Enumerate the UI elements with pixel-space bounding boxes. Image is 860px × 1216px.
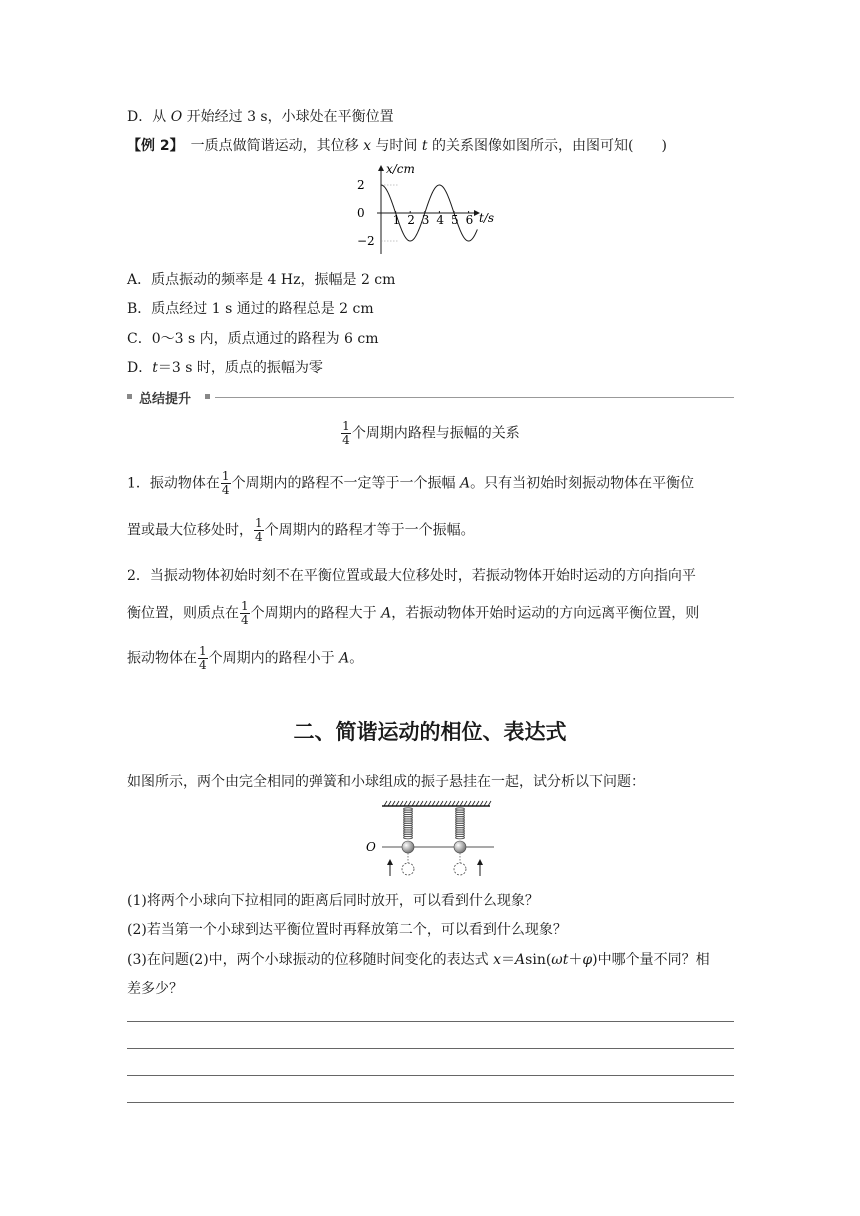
x-tick-label: 6 <box>465 213 474 227</box>
prev-option-d: D．从 O 开始经过 3 s，小球处在平衡位置 <box>127 109 394 125</box>
displacement-time-graph <box>355 158 510 258</box>
answer-line <box>127 1075 734 1076</box>
y-tick-label: −2 <box>357 234 375 248</box>
section-intro: 如图所示，两个由完全相同的弹簧和小球组成的振子悬挂在一起，试分析以下问题： <box>127 774 645 790</box>
x-tick-label: 1 <box>392 213 401 227</box>
spring-coil <box>456 836 465 838</box>
summary-point-2-cont: 衡位置，则质点在 $\frac{1}{4}$ 个周期内的路程大于 A，若振动物体开始时运动的方向远离平衡位置，则 <box>127 599 700 627</box>
summary-heading: $\frac{1}{4}$ 个周期内路程与振幅的关系 <box>342 419 520 447</box>
example-2-stem: 【例 2】 一质点做简谐运动，其位移 x 与时间 t 的关系图像如图所示，由图可知( ) <box>127 138 667 154</box>
question-2: (2)若当第一个小球到达平衡位置时再释放第二个，可以看到什么现象？ <box>127 922 567 938</box>
question-3: (3)在问题(2)中，两个小球振动的位移随时间变化的表达式 x＝Asin(ωt＋φ)中哪个量不同？相 <box>127 952 710 968</box>
summary-point-2-end: 振动物体在 $\frac{1}{4}$ 个周期内的路程小于 A。 <box>127 644 364 672</box>
question-1: (1)将两个小球向下拉相同的距离后同时放开，可以看到什么现象？ <box>127 893 539 909</box>
option-a: A．质点振动的频率是 4 Hz，振幅是 2 cm <box>127 272 396 288</box>
x-tick-label: 2 <box>407 213 415 227</box>
y-tick-label: 0 <box>357 206 365 220</box>
option-b: B．质点经过 1 s 通过的路程总是 2 cm <box>127 301 374 317</box>
spring-oscillators-figure <box>360 800 500 880</box>
x-tick-label: 4 <box>436 213 445 227</box>
option-d: D．t＝3 s 时，质点的振幅为零 <box>127 360 323 376</box>
ball-1 <box>402 841 414 853</box>
answer-line <box>127 1021 734 1022</box>
section-title: 二、简谐运动的相位、表达式 <box>293 720 567 744</box>
summary-point-1: 1．振动物体在 $\frac{1}{4}$ 个周期内的路程不一定等于一个振幅 A。只有当初始时刻振动物体在平衡位 <box>127 469 695 497</box>
question-3-cont: 差多少？ <box>127 981 183 997</box>
equilibrium-label: O <box>366 840 376 854</box>
x-tick-label: 3 <box>421 213 430 227</box>
summary-label: 总结提升 <box>139 392 192 407</box>
option-c: C．0～3 s 内，质点通过的路程为 6 cm <box>127 331 379 347</box>
x-axis-label: t/s <box>479 211 495 225</box>
y-tick-label: 2 <box>357 178 365 192</box>
summary-point-2: 2．当振动物体初始时刻不在平衡位置或最大位移处时，若振动物体开始时运动的方向指向平 <box>127 568 696 584</box>
ball-2 <box>454 841 466 853</box>
summary-point-1-cont: 置或最大位移处时， $\frac{1}{4}$ 个周期内的路程才等于一个振幅。 <box>127 516 475 544</box>
x-tick-label: 5 <box>451 213 459 227</box>
summary-bar <box>127 389 734 405</box>
ball-1-lowered <box>402 863 414 875</box>
answer-line <box>127 1102 734 1103</box>
example-tag: 【例 2】 <box>127 138 177 154</box>
y-axis-label: x/cm <box>386 162 415 176</box>
answer-line <box>127 1048 734 1049</box>
spring-coil <box>404 836 413 838</box>
divider <box>215 397 734 398</box>
ball-2-lowered <box>454 863 466 875</box>
